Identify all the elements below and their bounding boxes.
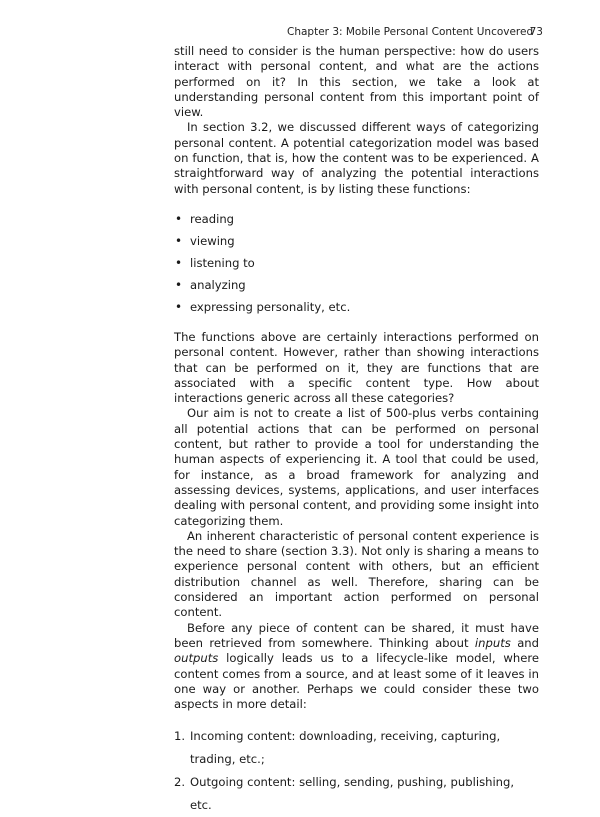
numbered-item (174, 725, 539, 771)
paragraph: An inherent characteristic of personal content experience is the need to share (section 3.3). Not only is sharing a means to experience personal content with others, but an efficient distribution channel as well. Therefore, sharing can be considered an important action performed on personal content. (174, 528, 539, 620)
item-text: Incoming content: downloading, receiving, capturing, trading, etc.; (190, 729, 501, 767)
paragraph: The functions above are certainly interactions performed on personal content. However, rather than showing interactions that can be performed on it, they are functions that are associated with a specific content type. How about interactions generic across all these categories? (174, 329, 539, 406)
bullet-icon: • (175, 233, 183, 248)
list-item-text: expressing personality, etc. (190, 299, 351, 314)
list-item-text: viewing (190, 233, 235, 248)
item-number: 1. (174, 729, 186, 744)
function-bullet-list (174, 208, 539, 318)
bullet-icon: • (175, 211, 183, 226)
emphasis-inputs: inputs (474, 635, 511, 650)
list-item (174, 208, 539, 230)
numbered-item (174, 771, 539, 817)
paragraph: still need to consider is the human perspective: how do users interact with personal content, and what are the actions performed on it? In this section, we take a look at understanding personal content from this important point of view. (174, 44, 539, 120)
list-item (174, 252, 539, 274)
list-item-text: analyzing (190, 277, 246, 292)
page-number: 73 (529, 26, 543, 38)
bullet-icon: • (175, 277, 183, 292)
list-item (174, 296, 539, 318)
list-item (174, 230, 539, 252)
paragraph: Our aim is not to create a list of 500-plus verbs containing all potential actions that can be performed on personal content, but rather to provide a tool for understanding the human aspects of experiencing it. A tool that could be used, for instance, as a broad framework for analyzing and assessing devices, systems, applications, and user interfaces dealing with personal content, and providing some insight into categorizing them. (174, 406, 539, 528)
paragraph (174, 621, 539, 713)
paragraph-text: and (510, 635, 539, 650)
list-item (174, 274, 539, 296)
bullet-icon: • (175, 255, 183, 270)
chapter-title: Chapter 3: Mobile Personal Content Uncovered (287, 26, 534, 38)
list-item-text: reading (190, 211, 235, 226)
item-number: 2. (174, 775, 186, 790)
bullet-icon: • (175, 299, 183, 314)
paragraph-text: logically leads us to a lifecycle-like model, where content comes from a source, and at least some of it leaves in one way or another. Perhaps we could consider these two aspects in more detail: (174, 651, 539, 712)
paragraph-text: Before any piece of content can be shared, it must have been retrieved from somewhere. Thinking about (174, 620, 539, 650)
paragraph: In section 3.2, we discussed different ways of categorizing personal content. A potential categorization model was based on function, that is, how the content was to be experienced. A straightforward way of analyzing the potential interactions with personal content, is by listing these functions: (174, 120, 539, 196)
content-flow-list (174, 725, 539, 817)
item-text: Outgoing content: selling, sending, pushing, publishing, etc. (190, 775, 515, 813)
emphasis-outputs: outputs (174, 651, 219, 666)
list-item-text: listening to (190, 255, 255, 270)
page-body (174, 44, 539, 817)
